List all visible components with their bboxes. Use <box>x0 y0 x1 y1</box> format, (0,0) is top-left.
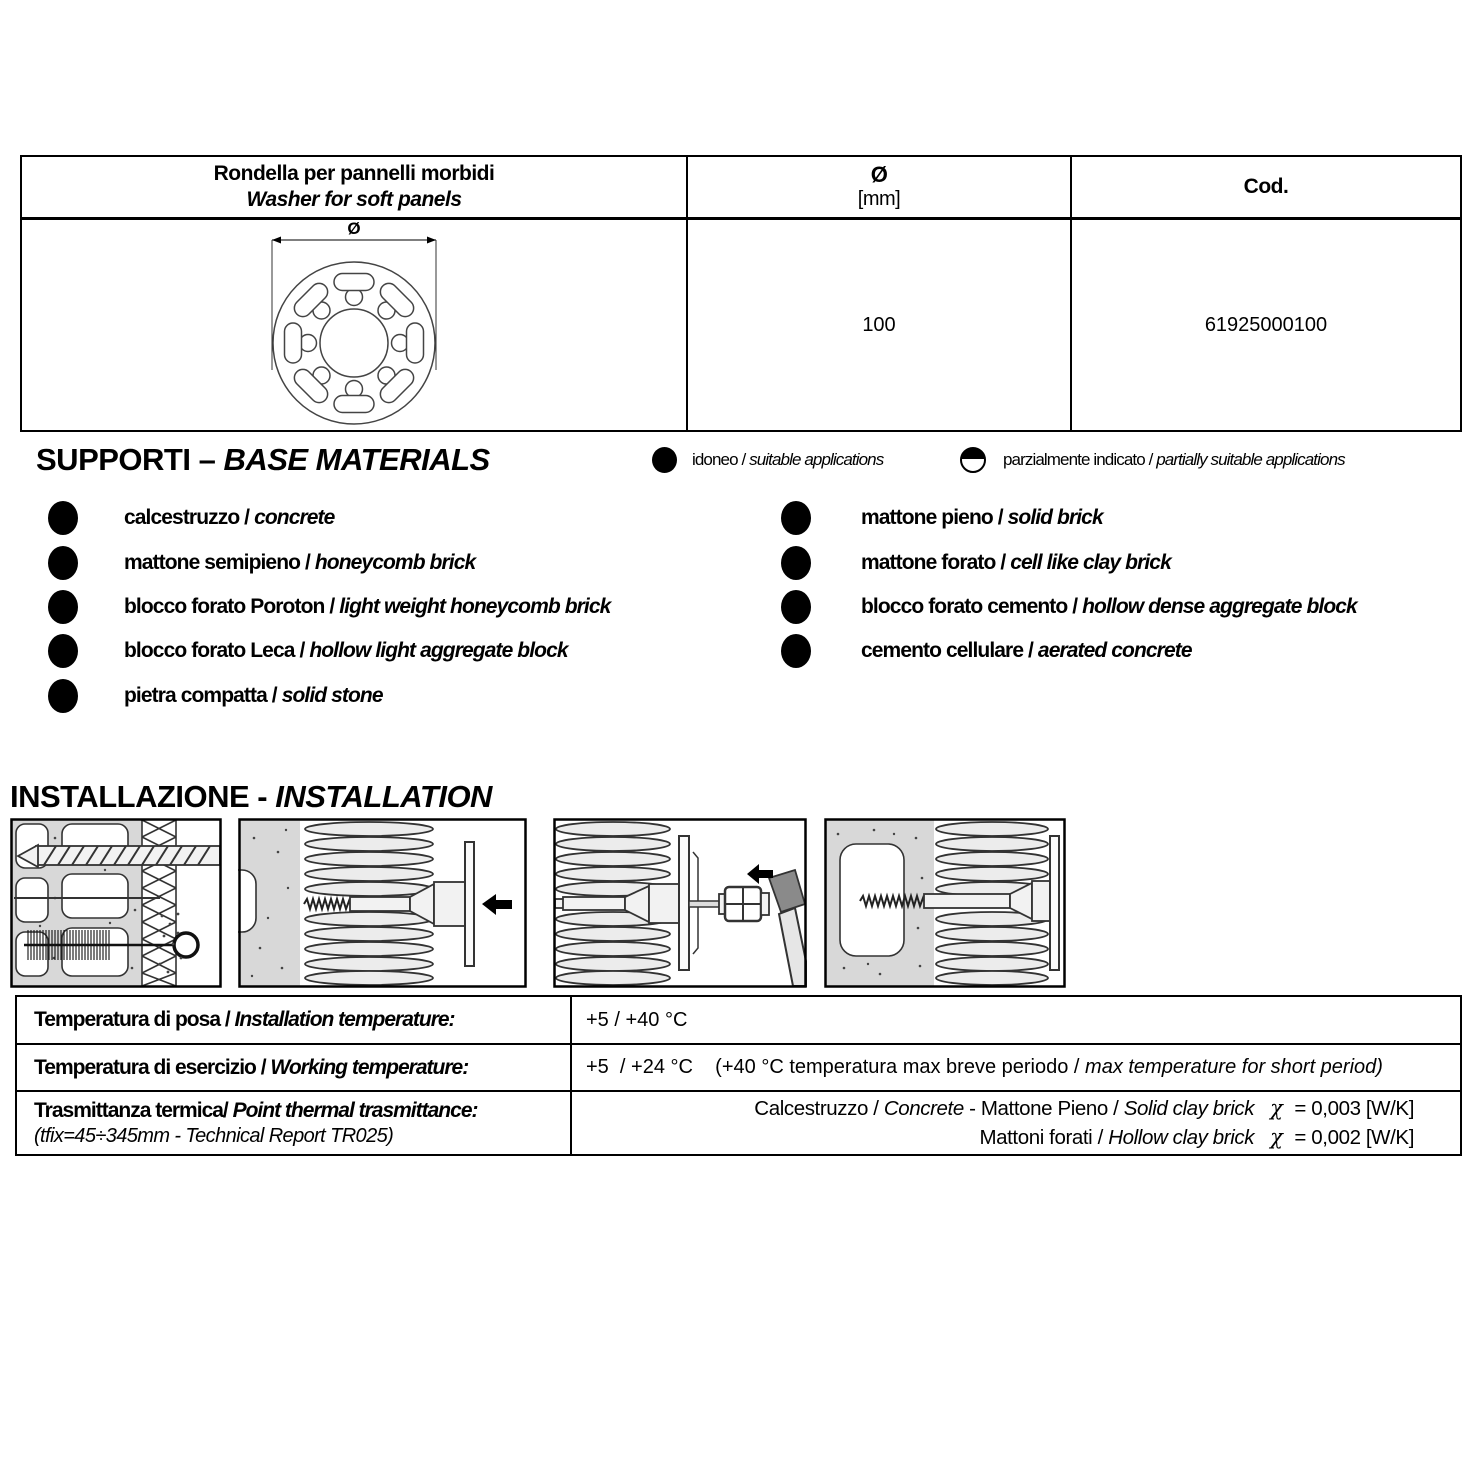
material-item: mattone forato / cell like clay brick <box>781 540 1357 584</box>
product-name-it: Rondella per pannelli morbidi <box>213 162 495 185</box>
thermal-transmittance-value-cell <box>572 1092 1460 1154</box>
diameter-value-cell <box>688 220 1072 430</box>
install-step-1-drilling-illustration <box>10 818 222 988</box>
legend-suitable <box>652 446 883 474</box>
washer-drawing-cell <box>22 220 688 430</box>
material-item: pietra compatta / solid stone <box>48 674 610 718</box>
diameter-unit: [mm] <box>857 188 901 210</box>
drill-bit-icon <box>18 845 220 867</box>
dimension-arrow-right <box>427 237 436 244</box>
legend-suitable-label: idoneo / suitable applications <box>692 450 884 469</box>
filled-circle-icon <box>48 590 78 624</box>
code-value: 61925000100 <box>1204 313 1328 336</box>
filled-circle-icon <box>652 447 677 473</box>
filled-circle-icon <box>48 634 78 668</box>
washer-plate <box>465 842 474 966</box>
transmittance-line-concrete: Calcestruzzo / Concrete - Mattone Pieno / Solid clay brick χ = 0,003 [W/K] <box>754 1096 1414 1120</box>
install-step-3-setting-tool-illustration <box>553 818 807 988</box>
thermal-transmittance-label-cell: Trasmittanza termica/ Point thermal trasmittance: (tfix=45÷345mm - Technical Report TR025) <box>17 1092 572 1154</box>
code-value-cell <box>1072 220 1460 430</box>
material-item: mattone semipieno / honeycomb brick <box>48 540 610 584</box>
installation-heading-it: INSTALLAZIONE - <box>10 779 276 814</box>
diameter-symbol: Ø <box>870 162 888 187</box>
spec-table <box>15 995 1462 1156</box>
transmittance-line-hollow-brick: Mattoni forati / Hollow clay brick χ = 0,002 [W/K] <box>979 1125 1414 1149</box>
washer-technical-drawing <box>244 220 464 430</box>
materials-list-right <box>781 496 1357 674</box>
supporti-heading-en: BASE MATERIALS <box>223 442 490 477</box>
installation-temperature-label-cell: Temperatura di posa / Installation temperature: <box>17 997 572 1045</box>
legend-partially-suitable-label: parzialmente indicato / partially suitable applications <box>1003 450 1345 469</box>
filled-circle-icon <box>781 501 811 535</box>
filled-circle-icon <box>48 501 78 535</box>
filled-circle-icon <box>781 634 811 668</box>
half-filled-circle-icon <box>960 447 986 473</box>
washer-plate <box>1050 836 1059 970</box>
filled-circle-icon <box>48 679 78 713</box>
supporti-heading-it: SUPPORTI – <box>36 442 224 477</box>
install-step-2-insert-anchor-illustration <box>238 818 527 988</box>
code-header-cell <box>1072 157 1460 220</box>
product-name-en: Washer for soft panels <box>246 188 462 211</box>
installation-heading-en: INSTALLATION <box>275 779 492 814</box>
working-temperature-label-cell: Temperatura di esercizio / Working temperature: <box>17 1045 572 1092</box>
washer-center-hole <box>320 309 388 377</box>
material-item: blocco forato Leca / hollow light aggregate block <box>48 629 610 673</box>
washer-plate <box>679 836 689 970</box>
material-item: mattone pieno / solid brick <box>781 496 1357 540</box>
dimension-arrow-left <box>272 237 281 244</box>
product-table <box>20 155 1462 432</box>
legend-partially-suitable <box>960 446 1345 474</box>
filled-circle-icon <box>781 546 811 580</box>
filled-circle-icon <box>48 546 78 580</box>
material-item: blocco forato cemento / hollow dense aggregate block <box>781 585 1357 629</box>
materials-list-left <box>48 496 610 718</box>
installation-heading <box>10 779 492 815</box>
washer-dim-label: Ø <box>347 220 361 238</box>
working-temperature-value-cell: +5 / +24 °C (+40 °C temperatura max breve periodo / max temperature for short period) <box>572 1045 1460 1092</box>
product-name-header-cell <box>22 157 688 220</box>
install-step-4-installed-illustration <box>824 818 1066 988</box>
code-label: Cod. <box>1243 175 1289 198</box>
material-item: calcestruzzo / concrete <box>48 496 610 540</box>
installation-temperature-value-cell: +5 / +40 °C <box>572 997 1460 1045</box>
diameter-value: 100 <box>862 313 896 336</box>
supporti-heading <box>36 442 490 478</box>
filled-circle-icon <box>781 590 811 624</box>
diameter-header-cell <box>688 157 1072 220</box>
material-item: cemento cellulare / aerated concrete <box>781 629 1357 673</box>
material-item: blocco forato Poroton / light weight honeycomb brick <box>48 585 610 629</box>
